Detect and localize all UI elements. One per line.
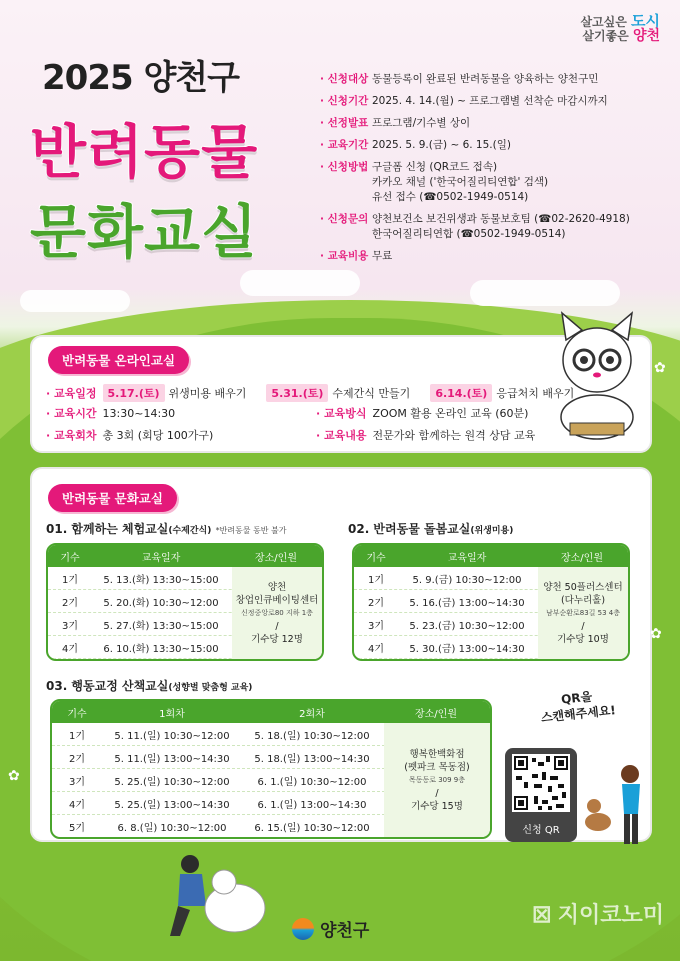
- place-cell: 행복한백화점 (펫파크 목동점) 목동동로 309 9층 / 기수당 15명: [384, 723, 490, 838]
- cat-mascot-illustration: [552, 305, 642, 445]
- table-body: [52, 723, 490, 838]
- cloud: [240, 270, 360, 296]
- info-row: [320, 94, 670, 109]
- info-key: · 교육기간: [320, 138, 372, 153]
- online-schedule-row: · 교육일정 5.17.(토) 위생미용 배우기 5.31.(토) 수제간식 만들기 6.14.(토) 응급처치 배우기: [46, 384, 574, 402]
- online-count-row: · 교육회차 총 3회 (회당 100가구): [46, 427, 213, 443]
- info-line: 한국어질리티연합 (☎0502-1949-0514): [372, 228, 566, 240]
- table-cell: 5. 13.(화) 13:30~15:00: [103, 574, 219, 586]
- year-title: 2025 양천구: [42, 58, 239, 98]
- info-line: 동물등록이 완료된 반려동물을 양육하는 양천구민: [372, 73, 599, 85]
- info-row: [320, 160, 670, 205]
- table-cell: 6. 1.(일) 13:00~14:30: [257, 799, 367, 811]
- table-cell: 3기: [367, 620, 385, 632]
- application-info: [320, 72, 670, 271]
- info-value: [372, 138, 511, 153]
- table-cell: 1기: [68, 730, 86, 742]
- online-class-title: 반려동물 온라인교실: [48, 346, 189, 374]
- cloud: [470, 280, 620, 306]
- info-key: · 선정발표: [320, 116, 372, 131]
- table-cell: 1기: [367, 574, 385, 586]
- yangcheon-emblem-icon: [292, 918, 314, 940]
- table-header: 기수 교육일자 장소/인원: [48, 545, 322, 567]
- info-line: 무료: [372, 250, 393, 262]
- city-slogan: 살고싶은 도시 살기좋은 양천: [580, 12, 660, 44]
- online-time-row: · 교육시간 13:30~14:30: [46, 405, 175, 421]
- table-cell: 5. 25.(일) 13:00~14:30: [114, 799, 230, 811]
- online-content-row: · 교육내용 전문가와 함께하는 원격 상담 교육: [316, 427, 535, 443]
- girl-with-dog-illustration: [582, 760, 652, 850]
- table-cell: 5. 11.(일) 13:00~14:30: [114, 753, 230, 765]
- info-row: [320, 72, 670, 87]
- table-cell: 4기: [61, 643, 79, 655]
- info-key: · 신청대상: [320, 72, 372, 87]
- info-value: [372, 160, 548, 205]
- flower-icon: ✿: [650, 626, 662, 642]
- yangcheon-logo: 양천구: [292, 916, 369, 941]
- table-cell: 5. 18.(일) 13:00~14:30: [254, 753, 370, 765]
- info-row: [320, 249, 670, 264]
- watermark-icon: ⊠: [531, 899, 552, 928]
- main-title-line2: 문화교실: [30, 198, 259, 266]
- info-value: [372, 116, 470, 131]
- table-cell: 4기: [68, 799, 86, 811]
- info-value: [372, 72, 598, 87]
- table-body: [48, 567, 322, 659]
- info-key: · 신청방법: [320, 160, 372, 205]
- table-cell: 6. 10.(화) 13:30~15:00: [103, 643, 219, 655]
- table-cell: 5. 23.(금) 10:30~12:00: [409, 620, 525, 632]
- info-key: · 신청기간: [320, 94, 372, 109]
- info-value: [372, 249, 392, 264]
- table-cell: 5. 18.(일) 10:30~12:00: [254, 730, 370, 742]
- section3-title: 03. 행동교정 산책교실(성향별 맞춤형 교육): [46, 679, 253, 693]
- table-cell: 6. 15.(일) 10:30~12:00: [254, 822, 370, 834]
- section2-table: [352, 543, 630, 661]
- table-cell: 2기: [367, 597, 385, 609]
- table-cell: 5. 11.(일) 10:30~12:00: [114, 730, 230, 742]
- place-cell: 양천 50플러스센터 (다누리홀) 남부순환로83길 53 4층 / 기수당 10명: [538, 567, 628, 659]
- table-cell: 5기: [68, 822, 86, 834]
- online-method-row: · 교육방식 ZOOM 활용 온라인 교육 (60분): [316, 405, 528, 421]
- info-line: 유선 접수 (☎0502-1949-0514): [372, 191, 529, 203]
- qr-code[interactable]: [512, 754, 570, 812]
- section1-table: [46, 543, 324, 661]
- flower-icon: ✿: [654, 360, 666, 376]
- info-line: 카카오 채널 ('한국어질리티연합' 검색): [372, 176, 549, 188]
- application-qr-card[interactable]: [505, 748, 577, 842]
- main-title-line1: 반려동물: [30, 118, 259, 186]
- table-cell: 5. 16.(금) 13:00~14:30: [409, 597, 525, 609]
- table-cell: 4기: [367, 643, 385, 655]
- info-key: · 교육비용: [320, 249, 372, 264]
- watermark: ⊠ 지이코노미: [531, 899, 664, 928]
- table-cell: 5. 25.(일) 10:30~12:00: [114, 776, 230, 788]
- table-cell: 5. 30.(금) 13:00~14:30: [409, 643, 525, 655]
- info-line: 2025. 4. 14.(월) ~ 프로그램별 선착순 마감시까지: [372, 95, 608, 107]
- table-cell: 2기: [68, 753, 86, 765]
- man-with-dog-illustration: [150, 848, 280, 943]
- info-value: [372, 94, 608, 109]
- section3-table: [50, 699, 492, 839]
- table-cell: 3기: [68, 776, 86, 788]
- offline-class-title: 반려동물 문화교실: [48, 484, 177, 512]
- qr-label: 신청 QR: [522, 825, 560, 836]
- table-cell: 5. 20.(화) 10:30~12:00: [103, 597, 219, 609]
- table-cell: 6. 1.(일) 10:30~12:00: [257, 776, 367, 788]
- qr-hint: QR을 스캔해주세요!: [540, 689, 617, 725]
- info-key: · 신청문의: [320, 212, 372, 242]
- info-row: [320, 212, 670, 242]
- section1-title: 01. 함께하는 체험교실(수제간식) *반려동물 동반 불가: [46, 522, 287, 536]
- info-line: 구글폼 신청 (QR코드 접속): [372, 161, 498, 173]
- section2-title: 02. 반려동물 돌봄교실(위생미용): [348, 522, 514, 536]
- info-row: [320, 116, 670, 131]
- table-body: [354, 567, 628, 659]
- info-line: 양천보건소 보건위생과 동물보호팀 (☎02-2620-4918): [372, 213, 630, 225]
- table-cell: 6. 8.(일) 10:30~12:00: [117, 822, 227, 834]
- table-cell: 1기: [61, 574, 79, 586]
- info-line: 프로그램/기수별 상이: [372, 117, 471, 129]
- table-header: 기수 교육일자 장소/인원: [354, 545, 628, 567]
- info-line: 2025. 5. 9.(금) ~ 6. 15.(일): [372, 139, 511, 151]
- info-value: [372, 212, 630, 242]
- info-row: [320, 138, 670, 153]
- table-cell: 5. 27.(화) 13:30~15:00: [103, 620, 219, 632]
- place-cell: 양천 창업인큐베이팅센터 신정중앙로80 지하 1층 / 기수당 12명: [232, 567, 322, 659]
- table-cell: 5. 9.(금) 10:30~12:00: [412, 574, 522, 586]
- table-header: 기수 1회차 2회차 장소/인원: [52, 701, 490, 723]
- cloud: [20, 290, 130, 312]
- flower-icon: ✿: [8, 768, 20, 784]
- table-cell: 3기: [61, 620, 79, 632]
- table-cell: 2기: [61, 597, 79, 609]
